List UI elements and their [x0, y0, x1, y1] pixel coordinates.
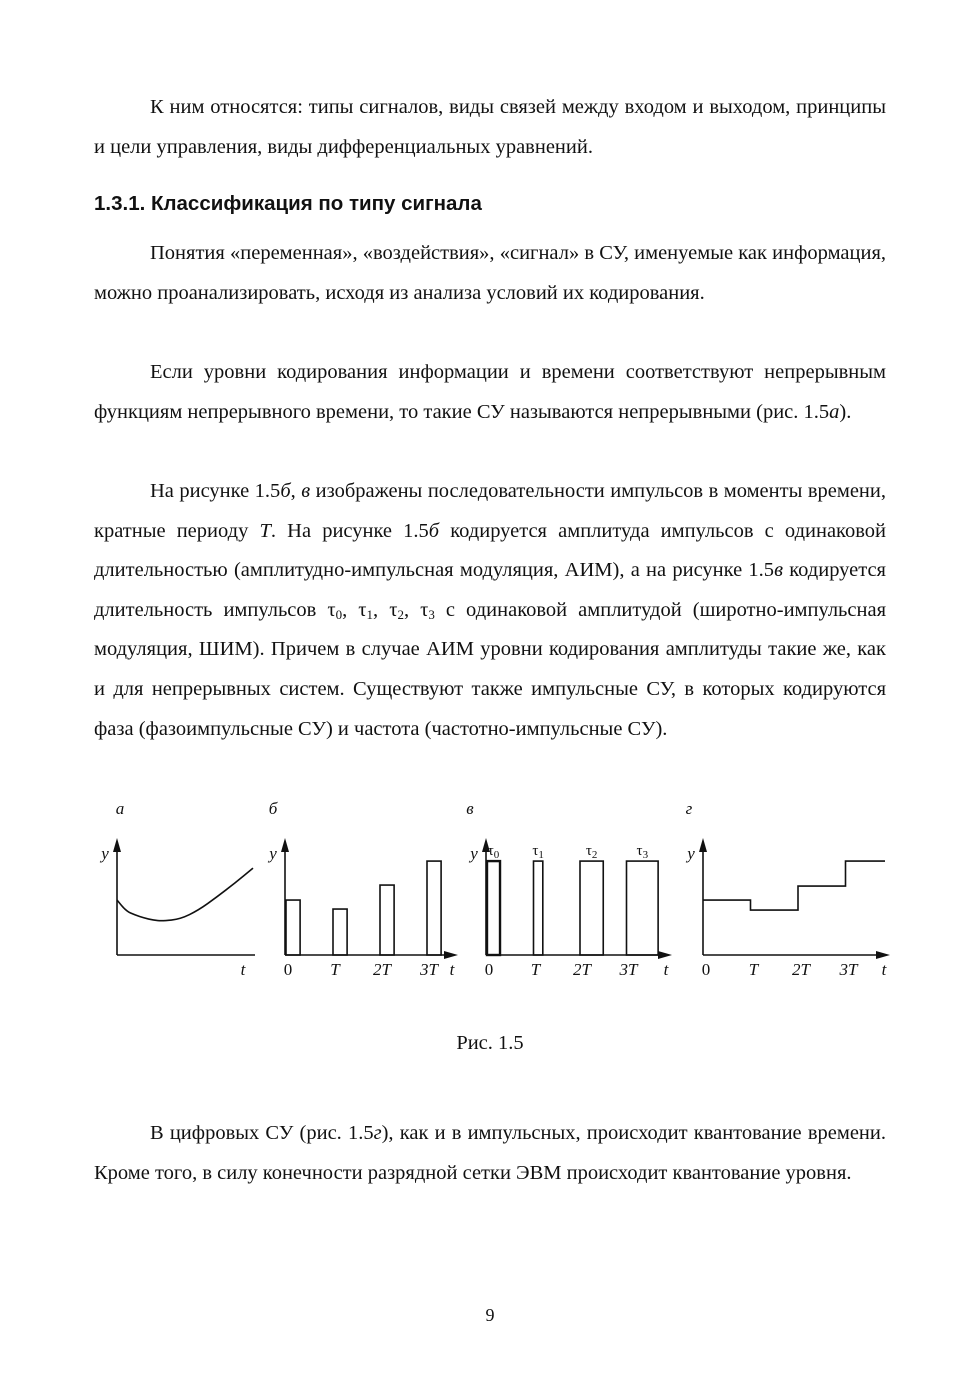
panel-label-0: а [115, 799, 125, 818]
pulse-bar-b-2 [380, 885, 394, 955]
tick-label-2-3: 3T [619, 960, 638, 979]
pulse-bar-c-1 [534, 861, 543, 955]
panel-label-3: г [685, 799, 693, 818]
tick-label-1-1: T [330, 960, 340, 979]
pulse-bar-b-0 [286, 900, 300, 955]
tick-label-3-3: 3T [839, 960, 858, 979]
pulse-label-3: $\tau_3$ [636, 843, 649, 862]
intro-paragraph: К ним относятся: типы сигналов, виды связей между входом и выходом, принципы и цели управления, виды дифференциальных уравнений. [94, 96, 886, 158]
paragraph-digital: В цифровых СУ (рис. 1.5г), как и в импульсных, происходит квантование времени. Кроме того, в силу конечности разрядной сетки ЭВМ происходит квантование уровня. [94, 1122, 886, 1184]
step-line-d [703, 861, 885, 910]
x-axis-label-1: t [449, 960, 455, 979]
tick-label-2-1: T [530, 960, 541, 979]
panel-label-2: в [466, 799, 474, 818]
pulse-bar-b-1 [333, 909, 347, 955]
y-axis-label-2: y [470, 844, 478, 863]
x-axis-label-0: t [240, 960, 246, 979]
x-axis-label-3: t [881, 960, 887, 979]
paragraph-pulse: На рисунке 1.5б, в изображены последовательности импульсов в моменты времени, кратные периоду T. На рисунке 1.5б кодируется амплитуда импульсов с одинаковой длительностью (амплитудно-импульсная модуляция, АИМ), а на рисунке 1.5в кодируется длительность импульсов $\tau_0$, $\tau_1$, $\tau_2$, $\tau_3$ с одинаковой амплитудой (широтно-импульсная модуляция, ШИМ). Причем в случае АИМ уровни кодирования амплитуды такие же, как и для непрерывных систем. Существуют также импульсные СУ, в которых кодируются фаза (фазоимпульсные СУ) и частота (частотно-импульсные СУ). [94, 480, 887, 740]
paragraph-continuous: Если уровни кодирования информации и времени соответствуют непрерывным функциям непрерывного времени, то такие СУ называются непрерывными (рис. 1.5а). [94, 361, 886, 423]
tick-label-1-0: 0 [283, 960, 293, 979]
pulse-bar-b-3 [427, 861, 441, 955]
section-heading: 1.3.1. Классификация по типу сигнала [94, 192, 482, 215]
y-axis-label-3: y [687, 844, 695, 863]
figure-1-5 [0, 790, 980, 990]
tick-label-1-3: 3T [420, 960, 438, 979]
y-axis-label-1: y [269, 844, 277, 863]
y-axis-arrow-3 [699, 838, 707, 852]
tick-label-2-0: 0 [484, 960, 494, 979]
y-axis-arrow-1 [281, 838, 289, 852]
figure-caption: Рис. 1.5 [456, 1032, 524, 1054]
pulse-bar-c-2 [580, 861, 603, 955]
x-axis-arrow-1 [444, 951, 458, 959]
x-axis-arrow-3 [876, 951, 890, 959]
tick-label-2-2: 2T [573, 960, 591, 979]
panel-label-1: б [268, 799, 278, 818]
series-line-a [117, 868, 253, 921]
pulse-bar-c-0 [487, 861, 500, 955]
y-axis-label-0: y [101, 844, 109, 863]
tick-label-1-2: 2T [373, 960, 391, 979]
pulse-bar-c-3 [627, 861, 659, 955]
tick-label-3-1: T [748, 960, 759, 979]
x-axis-label-2: t [663, 960, 669, 979]
pulse-label-0: $\tau_0$ [487, 843, 500, 862]
tick-label-3-2: 2T [792, 960, 810, 979]
y-axis-arrow-0 [113, 838, 121, 852]
x-axis-arrow-2 [658, 951, 672, 959]
page-number: 9 [485, 1305, 495, 1325]
paragraph-concepts: Понятия «переменная», «воздействия», «сигнал» в СУ, именуемые как информация, можно проанализировать, исходя из анализа условий их кодирования. [94, 242, 886, 304]
pulse-label-1: $\tau_1$ [532, 843, 544, 862]
tick-label-3-0: 0 [701, 960, 711, 979]
pulse-label-2: $\tau_2$ [585, 843, 598, 862]
